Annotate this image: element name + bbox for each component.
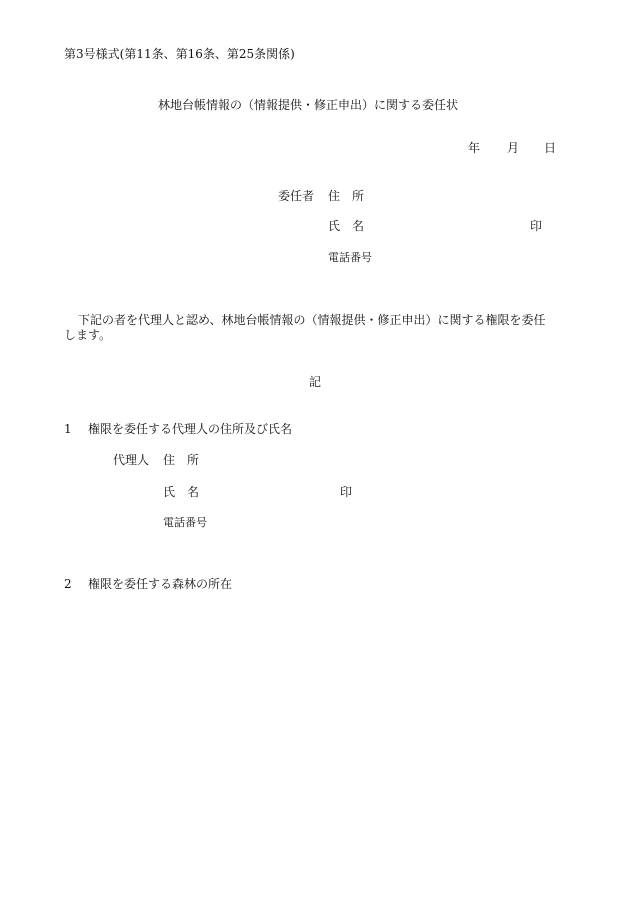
- delegator-seal-mark: 印: [530, 219, 543, 233]
- date-day-label: 日: [544, 141, 557, 155]
- delegator-role-label: 委任者: [278, 189, 315, 203]
- item-2-number: 2: [64, 577, 72, 591]
- delegator-phone-label: 電話番号: [328, 251, 372, 264]
- item-2-text: 権限を委任する森林の所在: [88, 577, 233, 591]
- date-month-label: 月: [507, 141, 520, 155]
- agent-seal-mark: 印: [340, 485, 353, 499]
- delegator-name-label: 氏 名: [328, 219, 365, 233]
- delegator-address-label: 住 所: [328, 189, 365, 203]
- body-text-line-1: 下記の者を代理人と認め、林地台帳情報の（情報提供・修正申出）に関する権限を委任: [78, 313, 546, 327]
- agent-phone-label: 電話番号: [163, 516, 207, 529]
- agent-address-label: 住 所: [163, 453, 200, 467]
- form-number: 第3号様式(第11条、第16条、第25条関係): [64, 47, 295, 61]
- agent-name-label: 氏 名: [163, 485, 200, 499]
- body-text-line-2: します。: [64, 328, 112, 342]
- item-1-number: 1: [64, 422, 72, 436]
- ki-heading: 記: [309, 375, 322, 389]
- date-year-label: 年: [468, 141, 481, 155]
- document-title: 林地台帳情報の（情報提供・修正申出）に関する委任状: [158, 98, 459, 112]
- item-1-text: 権限を委任する代理人の住所及び氏名: [88, 422, 293, 436]
- agent-role-label: 代理人: [113, 453, 150, 467]
